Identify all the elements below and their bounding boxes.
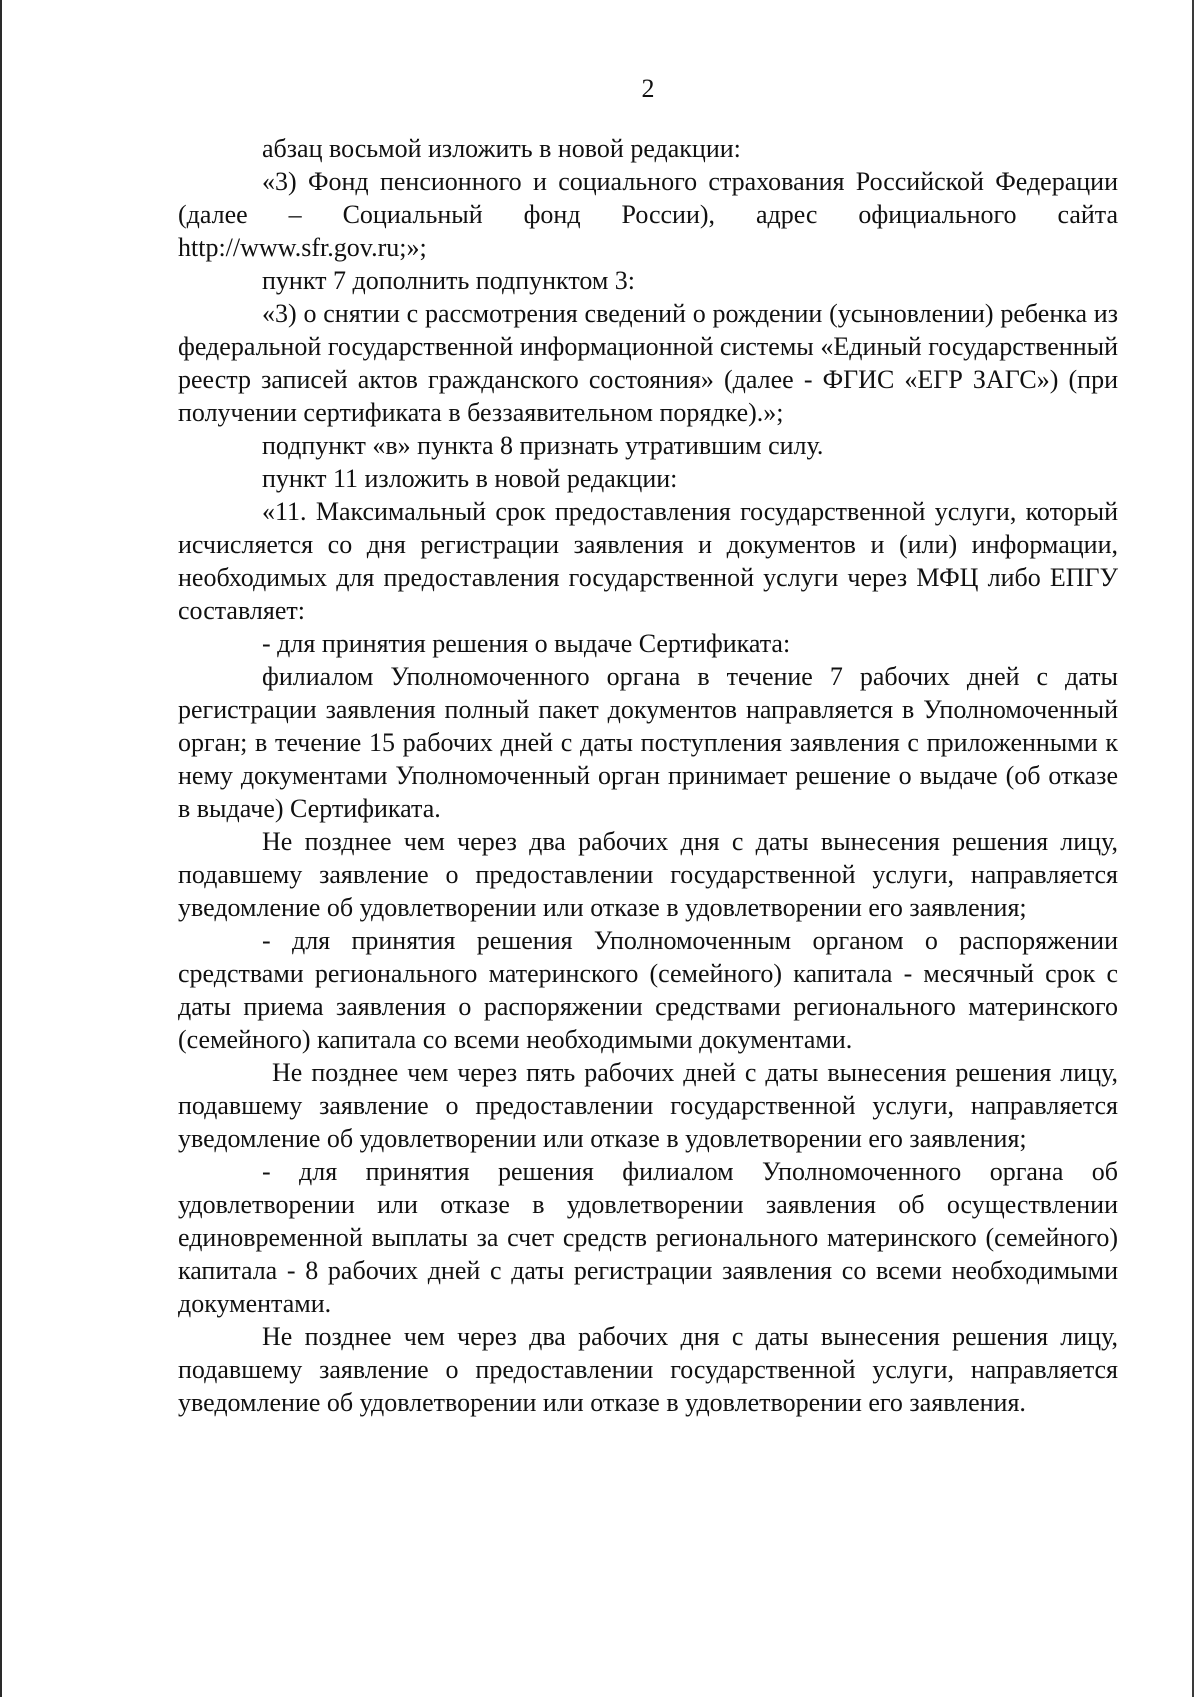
- document-body: [178, 132, 1118, 1419]
- scan-edge-right: [1192, 0, 1194, 1697]
- paragraph-4: «3) о снятии с рассмотрения сведений о рождении (усыновлении) ребенка из федеральной государственной информационной системы «Единый государственный реестр записей актов гражданского состояния» (далее - ФГИС «ЕГР ЗАГС») (при получении сертификата в беззаявительном порядке).»;: [178, 299, 1118, 427]
- page-number: 2: [641, 74, 655, 103]
- paragraph-3: пункт 7 дополнить подпунктом 3:: [262, 266, 636, 295]
- scan-edge-left: [0, 0, 2, 1697]
- paragraph-10: Не позднее чем через два рабочих дня с даты вынесения решения лицу, подавшему заявление о предоставлении государственной услуги, направляется уведомление об удовлетворении или отказе в удовлетворении его заявления;: [178, 827, 1118, 922]
- paragraph-13: - для принятия решения филиалом Уполномоченного органа об удовлетворении или отказе в удовлетворении заявления об осуществлении единовременной выплаты за счет средств регионального материнского (семейного) капитала - 8 рабочих дней с даты регистрации заявления со всеми необходимыми документами.: [178, 1157, 1118, 1318]
- paragraph-14: Не позднее чем через два рабочих дня с даты вынесения решения лицу, подавшему заявление о предоставлении государственной услуги, направляется уведомление об удовлетворении или отказе в удовлетворении его заявления.: [178, 1322, 1118, 1417]
- paragraph-9: филиалом Уполномоченного органа в течение 7 рабочих дней с даты регистрации заявления полный пакет документов направляется в Уполномоченный орган; в течение 15 рабочих дней с даты поступления заявления с приложенными к нему документами Уполномоченный орган принимает решение о выдаче (об отказе в выдаче) Сертификата.: [178, 662, 1118, 823]
- paragraph-6: пункт 11 изложить в новой редакции:: [262, 464, 678, 493]
- paragraph-8: - для принятия решения о выдаче Сертификата:: [262, 629, 791, 658]
- paragraph-7: «11. Максимальный срок предоставления государственной услуги, который исчисляется со дня регистрации заявления и документов и (или) информации, необходимых для предоставления государственной услуги через МФЦ либо ЕПГУ составляет:: [178, 497, 1118, 625]
- paragraph-5: подпункт «в» пункта 8 признать утратившим силу.: [262, 431, 824, 460]
- paragraph-2: «3) Фонд пенсионного и социального страхования Российской Федерации (далее – Социальный фонд России), адрес официального сайта http://www.sfr.gov.ru;»;: [178, 167, 1118, 262]
- paragraph-1: абзац восьмой изложить в новой редакции:: [262, 134, 741, 163]
- paragraph-12: Не позднее чем через пять рабочих дней с даты вынесения решения лицу, подавшему заявление о предоставлении государственной услуги, направляется уведомление об удовлетворении или отказе в удовлетворении его заявления;: [178, 1058, 1118, 1153]
- paragraph-11: - для принятия решения Уполномоченным органом о распоряжении средствами регионального материнского (семейного) капитала - месячный срок с даты приема заявления о распоряжении средствами регионального материнского (семейного) капитала со всеми необходимыми документами.: [178, 926, 1118, 1054]
